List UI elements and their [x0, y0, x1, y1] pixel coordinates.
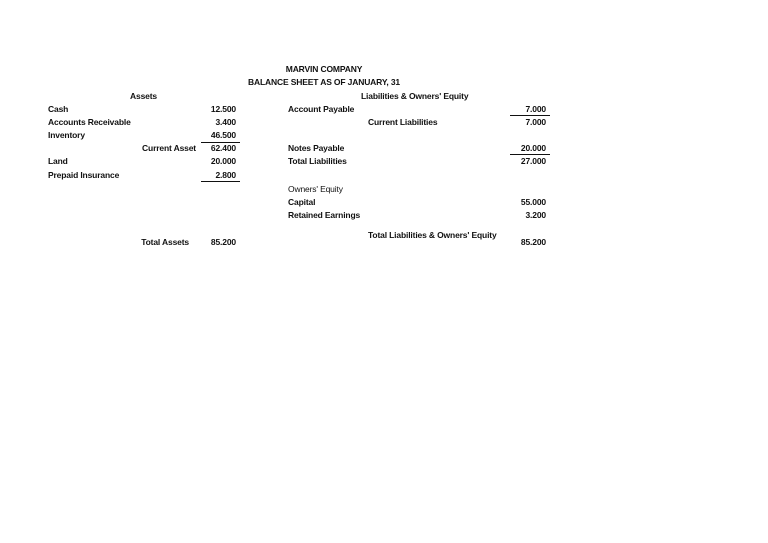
retained-earnings-value: 3.200	[525, 210, 546, 220]
notes-payable-label: Notes Payable	[288, 143, 345, 153]
receivable-label: Accounts Receivable	[48, 117, 131, 127]
land-value: 20.000	[210, 156, 236, 166]
owners-equity-label: Owners' Equity	[288, 184, 343, 194]
capital-label: Capital	[288, 197, 316, 207]
total-liabilities-value: 27.000	[520, 156, 546, 166]
account-payable-label: Account Payable	[288, 104, 355, 114]
retained-earnings-label: Retained Earnings	[288, 210, 361, 220]
inventory-label: Inventory	[48, 130, 85, 140]
current-liabilities-label: Current Liabilities	[368, 117, 438, 127]
capital-value: 55.000	[520, 197, 546, 207]
total-assets-label: Total Assets	[141, 237, 189, 247]
current-liabilities-value: 7.000	[525, 117, 546, 127]
prepaid-rule	[201, 181, 240, 182]
notes-payable-value: 20.000	[520, 143, 546, 153]
total-assets-value: 85.200	[210, 237, 236, 247]
total-liabilities-equity-value: 85.200	[520, 237, 546, 247]
account-payable-rule	[510, 115, 550, 116]
current-asset-value: 62.400	[210, 143, 236, 153]
land-label: Land	[48, 156, 68, 166]
account-payable-value: 7.000	[525, 104, 546, 114]
prepaid-value: 2.800	[215, 170, 236, 180]
total-liabilities-label: Total Liabilities	[288, 156, 347, 166]
current-asset-label: Current Asset	[142, 143, 196, 153]
assets-heading: Assets	[130, 91, 157, 101]
cash-value: 12.500	[210, 104, 236, 114]
notes-payable-rule	[510, 154, 550, 155]
sheet-subtitle: BALANCE SHEET AS OF JANUARY, 31	[248, 77, 400, 87]
total-liabilities-equity-label: Total Liabilities & Owners' Equity	[368, 230, 497, 240]
liabilities-heading: Liabilities & Owners' Equity	[361, 91, 469, 101]
inventory-value: 46.500	[210, 130, 236, 140]
receivable-value: 3.400	[215, 117, 236, 127]
prepaid-label: Prepaid Insurance	[48, 170, 120, 180]
cash-label: Cash	[48, 104, 69, 114]
company-title: MARVIN COMPANY	[285, 64, 363, 74]
